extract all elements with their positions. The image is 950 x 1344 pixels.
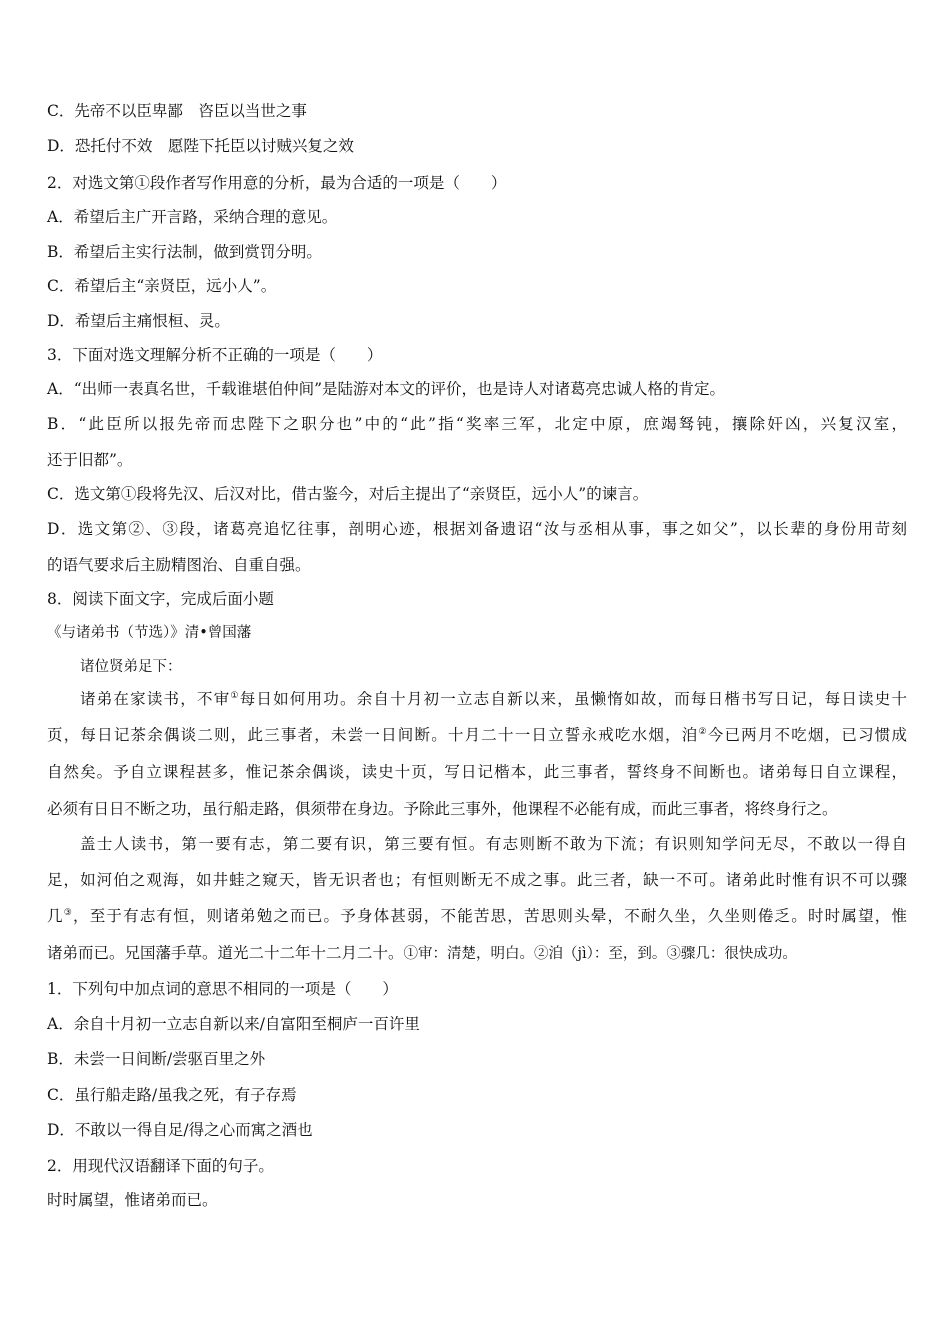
q2-stem: 2．对选文第①段作者写作用意的分析，最为合适的一项是（ ） xyxy=(47,174,507,192)
q8-1-option-a: A．余自十月初一立志自新以来/自富阳至桐庐一百许里 xyxy=(47,1015,420,1033)
passage-text: 每日如何用功。余自十月初一立志自新以来，虽懒惰如故，而每日楷书写日记，每日读史十 xyxy=(239,690,907,708)
footnote-marker: ① xyxy=(230,690,240,701)
q3-option-d-line2: 的语气要求后主励精图治、自重自强。 xyxy=(47,556,311,574)
passage-text: 诸弟而已。兄国藩手草。道光二十二年十二月二十。 xyxy=(47,944,404,962)
q8-heading: 8．阅读下面文字，完成后面小题 xyxy=(47,590,274,608)
q8-1-option-d: D．不敢以一得自足/得之心而寓之酒也 xyxy=(47,1121,313,1139)
passage-p2-line4 xyxy=(47,943,907,964)
passage-text: ，至于有志有恒，则诸弟勉之而已。予身体甚弱，不能苦思，苦思则头晕，不耐久坐，久坐则倦乏。时时属望，惟 xyxy=(73,907,907,925)
q2-option-d: D．希望后主痛恨桓、灵。 xyxy=(47,312,230,330)
passage-p1-line1 xyxy=(80,689,907,709)
footnote-marker: ③ xyxy=(63,907,73,918)
passage-p2-line1: 盖士人读书，第一要有志，第二要有识，第三要有恒。有志则断不敢为下流；有识则知学问无尽，不敢以一得自 xyxy=(80,835,907,853)
q3-option-d-line1: D．选文第②、③段，诸葛亮追忆往事，剖明心迹，根据刘备遗诏“汝与丞相从事，事之如父”，以长辈的身份用苛刻 xyxy=(47,520,907,538)
footnotes: ①审：清楚，明白。②洎（jì）：至，到。③骤几：很快成功。 xyxy=(403,946,797,962)
passage-p2-line3 xyxy=(47,906,907,926)
q3-option-c: C．选文第①段将先汉、后汉对比，借古鉴今，对后主提出了“亲贤臣，远小人”的谏言。 xyxy=(47,485,649,503)
q3-option-a: A．“出师一表真名世，千载谁堪伯仲间”是陆游对本文的评价，也是诗人对诸葛亮忠诚人格的肯定。 xyxy=(47,380,726,398)
q8-1-option-b: B．未尝一日间断/尝驱百里之外 xyxy=(47,1050,266,1068)
passage-p1-line2 xyxy=(47,725,907,745)
prev-option-c: C．先帝不以臣卑鄙 咨臣以当世之事 xyxy=(47,102,307,120)
passage-salutation: 诸位贤弟足下： xyxy=(80,659,182,675)
passage-title: 《与诸弟书（节选）》清•曾国藩 xyxy=(47,625,252,641)
passage-text: 今已两月不吃烟，已习惯成 xyxy=(707,726,907,744)
q8-1-stem: 1．下列句中加点词的意思不相同的一项是（ ） xyxy=(47,980,398,998)
q3-stem: 3．下面对选文理解分析不正确的一项是（ ） xyxy=(47,346,383,364)
footnote-marker: ② xyxy=(698,726,708,737)
passage-p1-line3: 自然矣。予自立课程甚多，惟记茶余偶谈，读史十页，写日记楷本，此三事者，誓终身不间断也。诸弟每日自立课程， xyxy=(47,763,907,781)
passage-text: 几 xyxy=(47,907,64,925)
passage-p2-line2: 足，如河伯之观海，如井蛙之窥天，皆无识者也；有恒则断无不成之事。此三者，缺一不可。诸弟此时惟有识不可以骤 xyxy=(47,871,907,889)
q3-option-b-line2: 还于旧都”。 xyxy=(47,451,133,469)
q2-option-c: C．希望后主“亲贤臣，远小人”。 xyxy=(47,277,277,295)
prev-option-d: D．恐托付不效 愿陛下托臣以讨贼兴复之效 xyxy=(47,137,354,155)
q2-option-b: B．希望后主实行法制，做到赏罚分明。 xyxy=(47,243,322,261)
q2-option-a: A．希望后主广开言路，采纳合理的意见。 xyxy=(47,208,338,226)
q8-2-sentence: 时时属望，惟诸弟而已。 xyxy=(47,1191,218,1209)
q8-2-stem: 2．用现代汉语翻译下面的句子。 xyxy=(47,1157,274,1175)
q8-1-option-c: C．虽行船走路/虽我之死，有子存焉 xyxy=(47,1086,297,1104)
q3-option-b-line1: B．“此臣所以报先帝而忠陛下之职分也”中的“此”指“奖率三军，北定中原，庶竭驽钝，攘除奸凶，兴复汉室， xyxy=(47,415,907,433)
passage-p1-line4: 必须有日日不断之功，虽行船走路，俱须带在身边。予除此三事外，他课程不必能有成，而此三事者，将终身行之。 xyxy=(47,800,838,818)
passage-text: 页，每日记茶余偶谈二则，此三事者，未尝一日间断。十月二十一日立誓永戒吃水烟，洎 xyxy=(47,726,699,744)
passage-text: 诸弟在家读书，不审 xyxy=(80,690,231,708)
